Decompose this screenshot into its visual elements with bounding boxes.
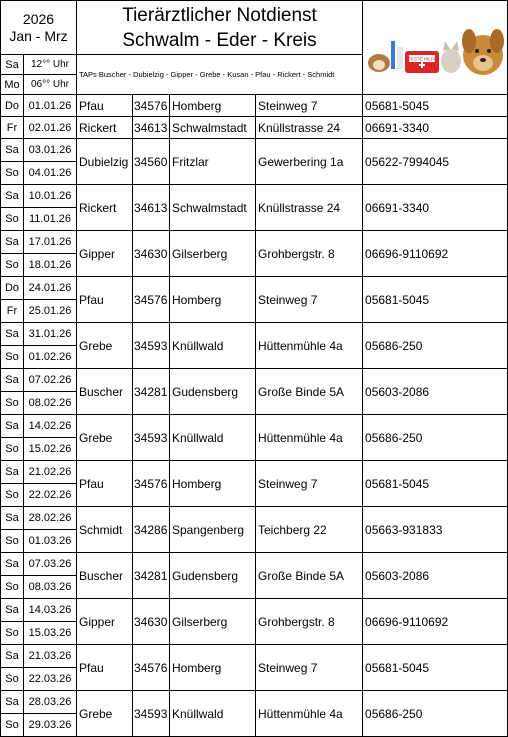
date-cell: 01.02.26 (24, 346, 77, 369)
street-cell: Grohbergstr. 8 (256, 231, 363, 277)
day-cell: Sa (1, 507, 24, 530)
day-cell: Sa (1, 231, 24, 254)
street-cell: Teichberg 22 (256, 507, 363, 553)
zip-cell: 34560 (133, 139, 170, 185)
date-cell: 21.02.26 (24, 461, 77, 484)
date-cell: 07.03.26 (24, 553, 77, 576)
day-cell: So (1, 438, 24, 461)
day-cell: Do (1, 277, 24, 300)
vet-name-cell: Dubielzig (77, 139, 133, 185)
day-cell: Sa (1, 415, 24, 438)
date-cell: 29.03.26 (24, 714, 77, 737)
city-cell: Knüllwald (170, 323, 256, 369)
street-cell: Steinweg 7 (256, 95, 363, 117)
taps-list: TAPs Buscher - Dubielzig - Gipper - Grebe - Kusan - Pfau - Rickert - Schmidt (77, 55, 363, 95)
header-time-mo: 06°° Uhr (24, 75, 77, 95)
city-cell: Knüllwald (170, 691, 256, 737)
date-cell: 22.03.26 (24, 668, 77, 691)
date-cell: 10.01.26 (24, 185, 77, 208)
zip-cell: 34593 (133, 323, 170, 369)
city-cell: Gudensberg (170, 553, 256, 599)
phone-cell: 06696-9110692 (363, 231, 508, 277)
pets-first-aid-illustration (365, 11, 505, 79)
year-label: 2026 (22, 10, 55, 27)
day-cell: Sa (1, 691, 24, 714)
city-cell: Gilserberg (170, 599, 256, 645)
zip-cell: 34593 (133, 691, 170, 737)
zip-cell: 34593 (133, 415, 170, 461)
zip-cell: 34613 (133, 117, 170, 139)
date-cell: 18.01.26 (24, 254, 77, 277)
day-cell: Sa (1, 645, 24, 668)
street-cell: Große Binde 5A (256, 369, 363, 415)
date-cell: 01.01.26 (24, 95, 77, 117)
vet-name-cell: Pfau (77, 461, 133, 507)
vet-name-cell: Grebe (77, 415, 133, 461)
street-cell: Große Binde 5A (256, 553, 363, 599)
day-cell: Sa (1, 323, 24, 346)
phone-cell: 06691-3340 (363, 185, 508, 231)
vet-name-cell: Rickert (77, 185, 133, 231)
date-cell: 15.02.26 (24, 438, 77, 461)
zip-cell: 34576 (133, 277, 170, 323)
vet-name-cell: Grebe (77, 691, 133, 737)
logo-cell (363, 1, 508, 95)
vet-name-cell: Gipper (77, 599, 133, 645)
phone-cell: 05681-5045 (363, 645, 508, 691)
street-cell: Hüttenmühle 4a (256, 691, 363, 737)
city-cell: Gilserberg (170, 231, 256, 277)
title-cell (77, 1, 363, 55)
zip-cell: 34630 (133, 231, 170, 277)
day-cell: So (1, 530, 24, 553)
vet-name-cell: Pfau (77, 277, 133, 323)
date-cell: 14.03.26 (24, 599, 77, 622)
street-cell: Hüttenmühle 4a (256, 323, 363, 369)
date-cell: 03.01.26 (24, 139, 77, 162)
phone-cell: 05603-2086 (363, 369, 508, 415)
day-cell: So (1, 714, 24, 737)
day-cell: Sa (1, 461, 24, 484)
duty-row (1, 415, 508, 438)
day-cell: So (1, 392, 24, 415)
day-cell: So (1, 622, 24, 645)
duty-row (1, 277, 508, 300)
zip-cell: 34576 (133, 461, 170, 507)
date-cell: 15.03.26 (24, 622, 77, 645)
date-cell: 24.01.26 (24, 277, 77, 300)
phone-cell: 05686-250 (363, 323, 508, 369)
street-cell: Gewerbering 1a (256, 139, 363, 185)
duty-row (1, 185, 508, 208)
title-line2: Schwalm - Eder - Kreis (122, 29, 317, 51)
duty-row (1, 645, 508, 668)
vet-name-cell: Pfau (77, 645, 133, 691)
duty-row (1, 231, 508, 254)
duty-row (1, 599, 508, 622)
date-cell: 08.03.26 (24, 576, 77, 599)
day-cell: Sa (1, 185, 24, 208)
phone-cell: 05681-5045 (363, 95, 508, 117)
phone-cell: 05681-5045 (363, 277, 508, 323)
street-cell: Steinweg 7 (256, 277, 363, 323)
date-cell: 21.03.26 (24, 645, 77, 668)
zip-cell: 34576 (133, 645, 170, 691)
date-cell: 07.02.26 (24, 369, 77, 392)
vet-name-cell: Schmidt (77, 507, 133, 553)
date-cell: 22.02.26 (24, 484, 77, 507)
day-cell: Sa (1, 553, 24, 576)
city-cell: Homberg (170, 645, 256, 691)
city-cell: Schwalmstadt (170, 185, 256, 231)
day-cell: So (1, 162, 24, 185)
street-cell: Grohbergstr. 8 (256, 599, 363, 645)
date-cell: 01.03.26 (24, 530, 77, 553)
phone-cell: 05686-250 (363, 691, 508, 737)
street-cell: Steinweg 7 (256, 461, 363, 507)
vet-name-cell: Rickert (77, 117, 133, 139)
duty-row (1, 369, 508, 392)
vet-name-cell: Grebe (77, 323, 133, 369)
vet-name-cell: Gipper (77, 231, 133, 277)
zip-cell: 34281 (133, 553, 170, 599)
date-cell: 31.01.26 (24, 323, 77, 346)
vet-name-cell: Buscher (77, 369, 133, 415)
duty-row (1, 139, 508, 162)
street-cell: Steinweg 7 (256, 645, 363, 691)
day-cell: So (1, 346, 24, 369)
date-cell: 11.01.26 (24, 208, 77, 231)
day-cell: Do (1, 95, 24, 117)
phone-cell: 06696-9110692 (363, 599, 508, 645)
day-cell: So (1, 668, 24, 691)
period-cell (1, 1, 77, 55)
city-cell: Homberg (170, 95, 256, 117)
duty-row (1, 507, 508, 530)
date-cell: 14.02.26 (24, 415, 77, 438)
phone-cell: 05603-2086 (363, 553, 508, 599)
day-cell: Fr (1, 117, 24, 139)
duty-row (1, 553, 508, 576)
day-cell: Sa (1, 369, 24, 392)
zip-cell: 34281 (133, 369, 170, 415)
zip-cell: 34613 (133, 185, 170, 231)
date-cell: 08.02.26 (24, 392, 77, 415)
day-cell: Sa (1, 139, 24, 162)
date-cell: 28.02.26 (24, 507, 77, 530)
city-cell: Homberg (170, 277, 256, 323)
phone-cell: 05686-250 (363, 415, 508, 461)
header-day-mo: Mo (1, 75, 24, 95)
date-cell: 04.01.26 (24, 162, 77, 185)
phone-cell: 06691-3340 (363, 117, 508, 139)
city-cell: Schwalmstadt (170, 117, 256, 139)
day-cell: So (1, 484, 24, 507)
zip-cell: 34576 (133, 95, 170, 117)
street-cell: Knüllstrasse 24 (256, 185, 363, 231)
street-cell: Hüttenmühle 4a (256, 415, 363, 461)
date-cell: 17.01.26 (24, 231, 77, 254)
duty-row (1, 95, 508, 117)
header-day-sa: Sa (1, 55, 24, 75)
period-label: Jan - Mrz (9, 27, 68, 44)
duty-row (1, 117, 508, 139)
phone-cell: 05622-7994045 (363, 139, 508, 185)
header-time-sa: 12°° Uhr (24, 55, 77, 75)
zip-cell: 34630 (133, 599, 170, 645)
first-aid-badge: ERSTE HILFE (407, 56, 437, 62)
duty-row (1, 691, 508, 714)
duty-row (1, 461, 508, 484)
phone-cell: 05663-931833 (363, 507, 508, 553)
date-cell: 28.03.26 (24, 691, 77, 714)
date-cell: 25.01.26 (24, 300, 77, 323)
title-line1: Tierärztlicher Notdienst (122, 4, 317, 26)
city-cell: Gudensberg (170, 369, 256, 415)
phone-cell: 05681-5045 (363, 461, 508, 507)
day-cell: So (1, 254, 24, 277)
day-cell: So (1, 208, 24, 231)
duty-row (1, 323, 508, 346)
day-cell: Sa (1, 599, 24, 622)
street-cell: Knüllstrasse 24 (256, 117, 363, 139)
vet-name-cell: Pfau (77, 95, 133, 117)
zip-cell: 34286 (133, 507, 170, 553)
city-cell: Fritzlar (170, 139, 256, 185)
city-cell: Homberg (170, 461, 256, 507)
day-cell: Fr (1, 300, 24, 323)
vet-name-cell: Buscher (77, 553, 133, 599)
day-cell: So (1, 576, 24, 599)
date-cell: 02.01.26 (24, 117, 77, 139)
city-cell: Spangenberg (170, 507, 256, 553)
city-cell: Knüllwald (170, 415, 256, 461)
